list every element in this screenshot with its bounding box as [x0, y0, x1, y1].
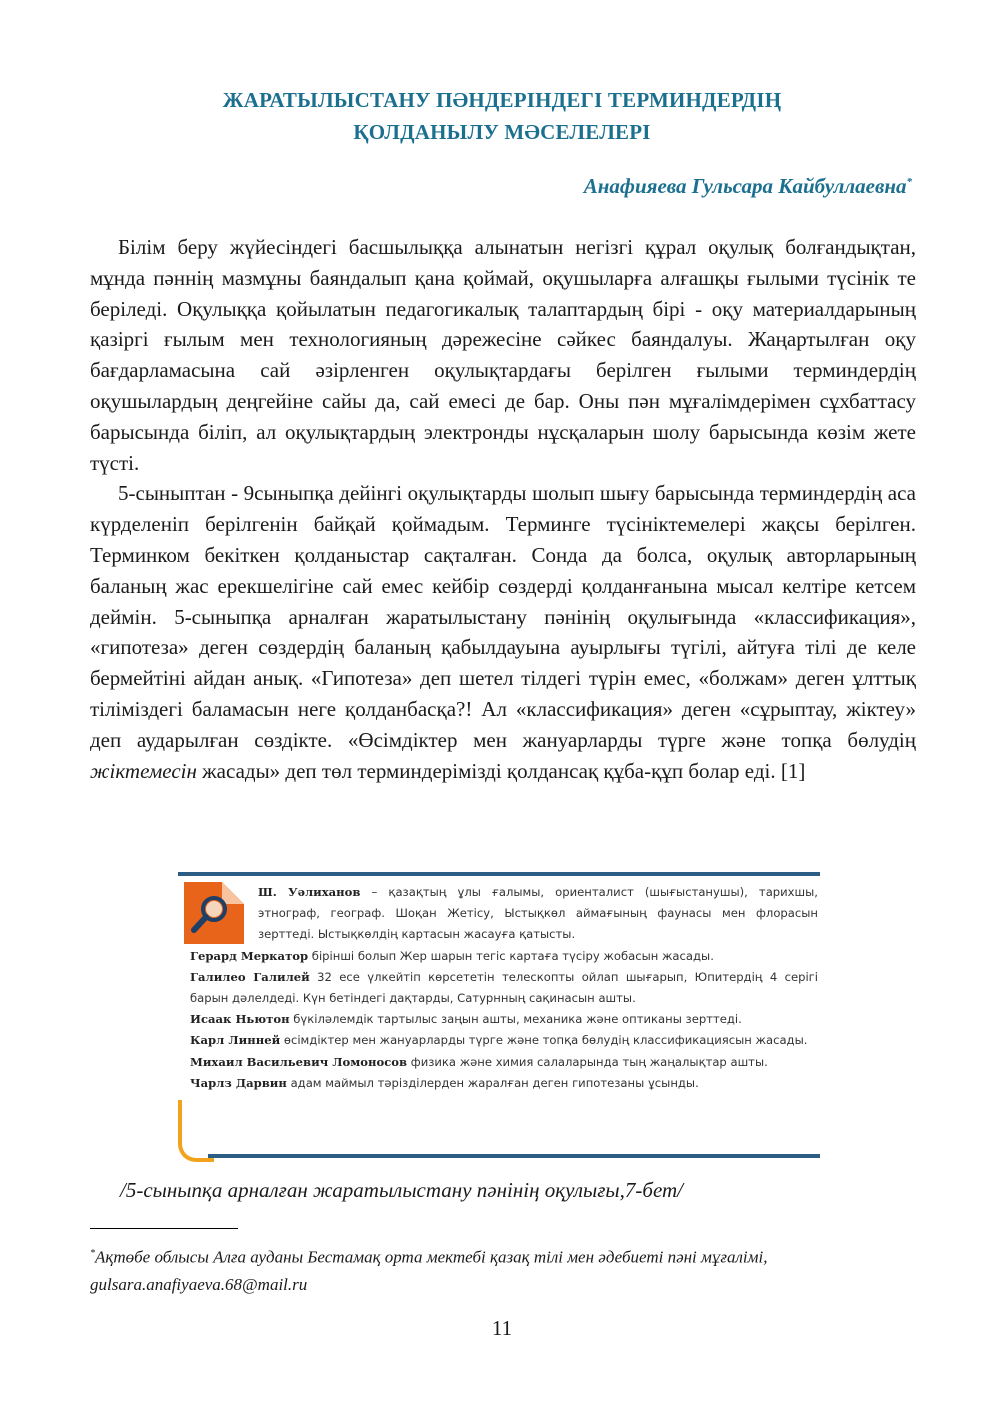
figure-entry-4 [190, 1009, 818, 1030]
paragraph-2-emphasis: жіктемесін [90, 758, 197, 783]
paragraph-2-part-1: 5-сыныптан - 9сыныпқа дейінгі оқулықтарды шолып шығу барысында терминдердің аса күрделеніп берілгенін байқай қоймадым. Терминге түсініктемелері жақсы берілген. Терминком бекіткен қолданыстар сақталған. Сонда да болса, оқулық авторларының баланың жас ерекшелігіне сай емес кейбір сөздерді қолданғанына мысал келтіре кетсем деймін. 5-сыныпқа арналған жаратылыстану пәнінің оқулығында «классификация», «гипотеза» деген сөздердің баланың қабылдауына ауырлығы түгілі, айтуға тілі де келе бермейтіні айдан анық. «Гипотеза» деп шетел тілдегі түрін емес, «болжам» деген ұлттық тіліміздегі баламасын неге қолданбасқа?! Ал «классификация» деген «сұрыптау, жіктеу» деп аударылған сөздікте. «Өсімдіктер мен жануарларды түрге және топқа бөлудің [90, 481, 916, 752]
entry-name: Чарлз Дарвин [190, 1075, 287, 1090]
footnote-email: gulsara.anafiyaeva.68@mail.ru [90, 1274, 308, 1294]
entry-text: бүкіләлемдік тартылыс заңын ашты, механика және оптиканы зерттеді. [289, 1012, 742, 1027]
entry-text: адам маймыл тәрізділерден жаралған деген гипотезаны ұсынды. [286, 1075, 699, 1090]
figure-bottom-bar [208, 1154, 820, 1158]
entry-name: Карл Линней [190, 1033, 281, 1048]
figure-entry-5 [190, 1030, 818, 1051]
entry-name: Исаак Ньютон [190, 1012, 290, 1027]
article-body [90, 232, 916, 786]
entry-text: бірінші болып Жер шарын тегіс картаға түсіру жобасын жасады. [308, 948, 714, 963]
entry-text: өсімдіктер мен жануарларды түрге және топқа бөлудің классификациясын жасады. [280, 1033, 808, 1048]
page-number: 11 [491, 1316, 513, 1340]
figure-entry-6 [190, 1052, 818, 1073]
paragraph-2-part-2: жасады» деп төл терминдерімізді қолдансақ құба-құп болар еді. [1] [196, 758, 806, 783]
entry-name: Ш. Уәлиханов [258, 885, 361, 899]
entry-name: Галилео Галилей [190, 969, 310, 984]
title-line-2: ҚОЛДАНЫЛУ МӘСЕЛЕЛЕРІ [353, 120, 651, 144]
textbook-excerpt-figure [178, 872, 820, 1160]
figure-entry-7 [190, 1073, 818, 1094]
author-text: Анафияева Гульсара Кайбуллаевна [583, 174, 907, 198]
footnote-mark: * [90, 1248, 95, 1259]
author-name [584, 174, 912, 199]
title-line-1: ЖАРАТЫЛЫСТАНУ ПӘНДЕРІНДЕГІ ТЕРМИНДЕРДІҢ [222, 88, 782, 112]
entry-name: Михаил Васильевич Ломоносов [190, 1054, 408, 1069]
article-title [90, 84, 914, 148]
figure-bracket-decoration [178, 1100, 214, 1162]
figure-entry-3 [190, 967, 818, 1009]
figure-entry-2 [190, 946, 818, 967]
footnote [90, 1240, 920, 1298]
footnote-text: Ақтөбе облысы Алға ауданы Бестамақ орта мектебі қазақ тілі мен әдебиеті пәні мұғалімі, [95, 1247, 768, 1267]
entry-text: – қазақтың ұлы ғалымы, ориенталист (шығыстанушы), тарихшы, этнограф, географ. Шоқан Жетісу, Ыстықкөл аймағының фаунасы мен флорасын зерттеді. Ыстықкөлдің картасын жасауға қатысты. [258, 885, 818, 942]
entry-name: Герард Меркатор [190, 948, 309, 963]
author-footnote-mark: * [906, 176, 912, 188]
entry-text: физика және химия салаларында тың жаңалықтар ашты. [407, 1054, 768, 1069]
footnote-line-1 [90, 1240, 920, 1271]
footnote-divider [90, 1228, 238, 1229]
figure-top-bar [178, 872, 820, 876]
figure-entries [190, 882, 818, 1094]
figure-entry-1 [190, 882, 818, 946]
entry-text: 32 есе үлкейтіп көрсететін телескопты ойлап шығарып, Юпитердің 4 серігі барын дәлелдеді. Күн бетіндегі дақтарды, Сатурнның сақинасын ашты. [190, 969, 818, 1006]
paragraph-2 [90, 478, 916, 786]
figure-caption: /5-сыныпқа арналған жаратылыстану пәнінің оқулығы,7-бет/ [120, 1178, 683, 1202]
paragraph-1: Білім беру жүйесіндегі басшылыққа алынатын негізгі құрал оқулық болғандықтан, мұнда пәннің мазмұны баяндалып қана қоймай, оқушыларға алғашқы ғылыми түсінік те беріледі. Оқулыққа қойылатын педагогикалық талаптардың бірі - оқу материалдарының қазіргі ғылым мен технологияның дәрежесіне сәйкес баяндалуы. Жаңартылған оқу бағдарламасына сай әзірленген оқулықтардағы берілген ғылыми терминдердің оқушылардың деңгейіне сайы да, сай емесі де бар. Оны пән мұғалімдерімен сұхбаттасу барысында біліп, ал оқулықтардың электронды нұсқаларын шолу барысында көзім жете түсті. [90, 235, 916, 475]
